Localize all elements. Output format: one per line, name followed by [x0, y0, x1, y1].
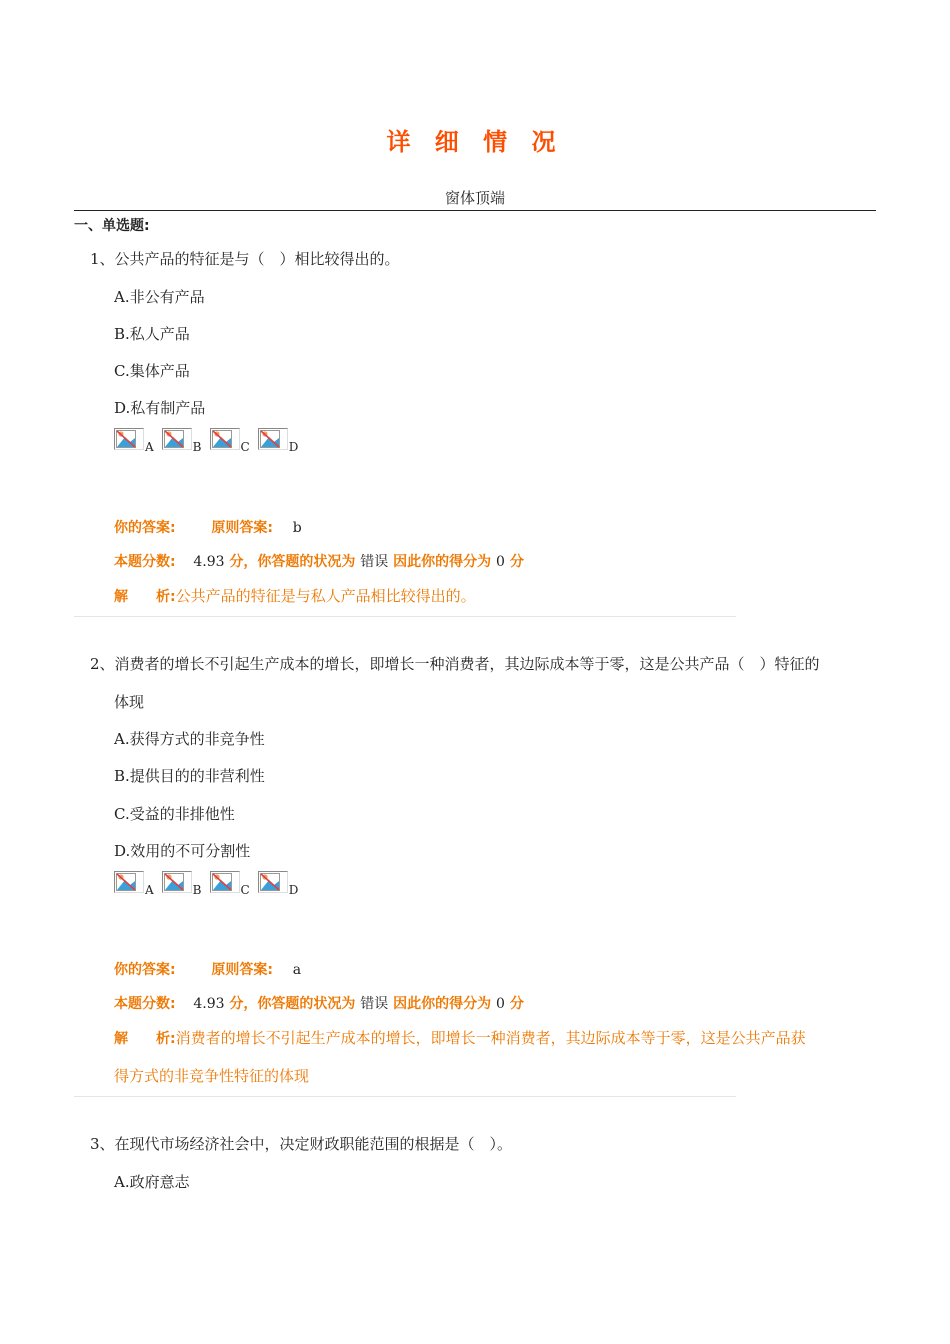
- q1-answer-choices: [114, 428, 306, 454]
- score-value: 4.93: [193, 996, 225, 1012]
- score-label: 本题分数:: [114, 996, 176, 1012]
- q1-analysis-line: [114, 585, 476, 606]
- q2-choice-d[interactable]: [258, 871, 299, 897]
- q1-option-d: D.私有制产品: [114, 399, 206, 417]
- status-value: 错误: [360, 554, 389, 570]
- choice-letter: A: [145, 883, 154, 897]
- q1-option-c: C.集体产品: [114, 362, 190, 380]
- question-stem-line2: 体现: [114, 693, 145, 711]
- q1-choice-d[interactable]: [258, 428, 299, 454]
- choice-letter: C: [240, 883, 250, 897]
- q2-score-line: [114, 993, 524, 1013]
- question-stem-line1: 消费者的增长不引起生产成本的增长，即增长一种消费者，其边际成本等于零，这是公共产品（ ）特征的: [114, 655, 820, 673]
- result-label: 因此你的得分为: [393, 996, 492, 1012]
- section-title: 一、单选题:: [74, 218, 150, 234]
- choice-letter: B: [192, 440, 202, 454]
- result-unit: 分: [509, 996, 524, 1012]
- choice-letter: C: [240, 440, 250, 454]
- choice-letter: D: [288, 883, 299, 897]
- earned-value: 0: [496, 996, 505, 1012]
- q2-choice-a[interactable]: [114, 871, 154, 897]
- analysis-text: 公共产品的特征是与私人产品相比较得出的。: [175, 587, 476, 605]
- analysis-text-line2: 得方式的非竞争性特征的体现: [114, 1067, 310, 1085]
- score-status-label: 分，你答题的状况为: [229, 554, 356, 570]
- q2-option-c: C.受益的非排他性: [114, 805, 235, 823]
- q1-choice-a[interactable]: [114, 428, 154, 454]
- status-value: 错误: [360, 996, 389, 1012]
- question-number: 1、: [90, 250, 115, 268]
- q2-analysis-line: [114, 1027, 806, 1048]
- score-value: 4.93: [193, 554, 225, 570]
- question-divider: [74, 1096, 736, 1097]
- standard-answer-label: 原则答案:: [211, 520, 273, 536]
- question-number: 2、: [90, 655, 115, 673]
- score-label: 本题分数:: [114, 554, 176, 570]
- q2-answer-line: [114, 959, 301, 979]
- q1-score-line: [114, 551, 524, 571]
- standard-answer-label: 原则答案:: [211, 962, 273, 978]
- result-label: 因此你的得分为: [393, 554, 492, 570]
- q2-option-d: D.效用的不可分割性: [114, 842, 251, 860]
- q2-choice-c[interactable]: [210, 871, 250, 897]
- broken-image-icon: [114, 428, 144, 450]
- q1-option-b: B.私人产品: [114, 325, 190, 343]
- question-stem: 在现代市场经济社会中，决定财政职能范围的根据是（ ）。: [114, 1135, 513, 1153]
- question-1-text: [90, 248, 400, 269]
- score-status-label: 分，你答题的状况为: [229, 996, 356, 1012]
- q2-answer-choices: [114, 871, 306, 897]
- top-divider: [74, 210, 876, 211]
- q3-option-a: A.政府意志: [114, 1173, 190, 1191]
- q2-option-a: A.获得方式的非竞争性: [114, 730, 265, 748]
- analysis-label: 解 析:: [114, 1031, 176, 1047]
- your-answer-label: 你的答案:: [114, 520, 176, 536]
- choice-letter: A: [145, 440, 154, 454]
- broken-image-icon: [210, 871, 240, 893]
- q1-choice-b[interactable]: [162, 428, 202, 454]
- q2-choice-b[interactable]: [162, 871, 202, 897]
- q1-answer-line: [114, 517, 302, 537]
- q1-option-a: A.非公有产品: [114, 288, 205, 306]
- form-top-label: 窗体顶端: [444, 189, 505, 207]
- question-2-text: [90, 653, 820, 674]
- broken-image-icon: [210, 428, 240, 450]
- analysis-label: 解 析:: [114, 589, 176, 605]
- question-divider: [74, 616, 736, 617]
- standard-answer-value: a: [292, 962, 302, 978]
- broken-image-icon: [258, 871, 288, 893]
- broken-image-icon: [162, 871, 192, 893]
- page-title: 详 细 情 况: [386, 128, 564, 156]
- broken-image-icon: [114, 871, 144, 893]
- your-answer-label: 你的答案:: [114, 962, 176, 978]
- broken-image-icon: [162, 428, 192, 450]
- result-unit: 分: [509, 554, 524, 570]
- choice-letter: B: [192, 883, 202, 897]
- question-stem: 公共产品的特征是与（ ）相比较得出的。: [114, 250, 400, 268]
- broken-image-icon: [258, 428, 288, 450]
- q1-choice-c[interactable]: [210, 428, 250, 454]
- q2-option-b: B.提供目的的非营利性: [114, 767, 265, 785]
- question-number: 3、: [90, 1135, 115, 1153]
- question-3-text: [90, 1133, 512, 1154]
- analysis-text-line1: 消费者的增长不引起生产成本的增长，即增长一种消费者，其边际成本等于零，这是公共产品获: [175, 1029, 806, 1047]
- standard-answer-value: b: [292, 520, 302, 536]
- earned-value: 0: [496, 554, 505, 570]
- choice-letter: D: [288, 440, 299, 454]
